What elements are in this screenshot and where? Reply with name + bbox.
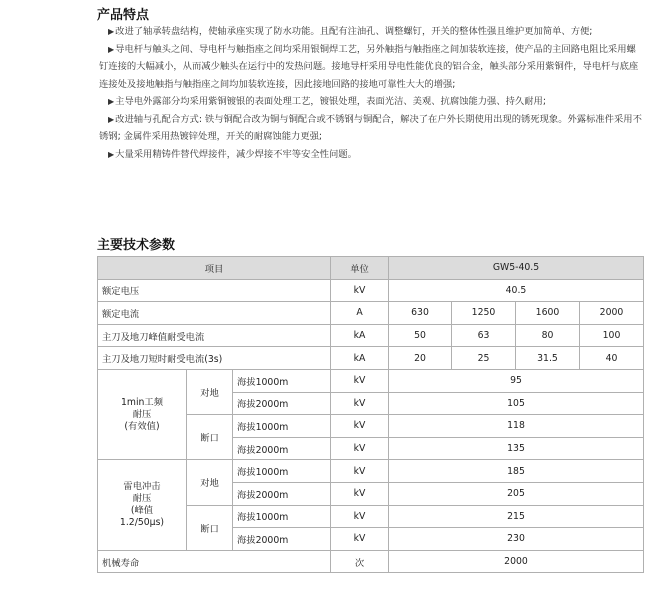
row-unit: kA (331, 324, 389, 347)
header-model: GW5-40.5 (389, 257, 644, 280)
row-unit: kV (331, 437, 389, 460)
row-label: 机械寿命 (98, 550, 331, 573)
bullet-icon: ▶ (108, 44, 115, 54)
altitude-label: 海拔1000m (233, 415, 331, 438)
row-value: 100 (580, 324, 644, 347)
row-label: 额定电压 (98, 279, 331, 302)
across-label: 断口 (187, 505, 233, 550)
row-value: 40 (580, 347, 644, 370)
row-value: 185 (389, 460, 644, 483)
altitude-label: 海拔2000m (233, 437, 331, 460)
spec-table (97, 256, 644, 573)
lightning-label: 雷电冲击 耐压 (峰值 1.2/50μs) (98, 460, 187, 550)
row-unit: kV (331, 415, 389, 438)
features-list (99, 23, 645, 163)
row-unit: 次 (331, 550, 389, 573)
row-value: 118 (389, 415, 644, 438)
bullet-icon: ▶ (108, 97, 115, 106)
row-label: 主刀及地刀峰值耐受电流 (98, 324, 331, 347)
row-value: 95 (389, 369, 644, 392)
table-row (98, 460, 644, 483)
features-title: 产品特点 (97, 8, 150, 23)
table-row (98, 550, 644, 573)
header-item: 项目 (98, 257, 331, 280)
row-value: 1600 (516, 302, 580, 325)
altitude-label: 海拔2000m (233, 528, 331, 551)
power-freq-label: 1min工频 耐压 (有效值) (98, 369, 187, 459)
row-value: 630 (389, 302, 452, 325)
feature-item: ▶主导电外露部分均采用紫铜镀银的表面处理工艺，镀银处理，表面光洁、美观、抗腐蚀能力强、持久耐用; (108, 96, 546, 107)
row-value: 63 (452, 324, 516, 347)
altitude-label: 海拔1000m (233, 369, 331, 392)
row-value: 31.5 (516, 347, 580, 370)
bullet-icon: ▶ (108, 149, 115, 159)
row-unit: kV (331, 505, 389, 528)
row-label: 额定电流 (98, 302, 331, 325)
header-unit: 单位 (331, 257, 389, 280)
table-row (98, 324, 644, 347)
table-row (98, 279, 644, 302)
feature-item: ▶改进了轴承转盘结构，使轴承座实现了防水功能。且配有注油孔、调整螺钉，开关的整体性强且维护更加简单、方便; (108, 26, 593, 37)
bullet-icon: ▶ (108, 27, 115, 36)
row-unit: kV (331, 528, 389, 551)
row-value: 105 (389, 392, 644, 415)
row-unit: kV (331, 279, 389, 302)
row-value: 2000 (389, 550, 644, 573)
table-header-row (98, 257, 644, 280)
feature-item: ▶改进轴与孔配合方式: 铁与铜配合改为铜与铜配合或不锈钢与铜配合，解决了在户外长期使用出现的锈死现象。外露标准件采用不锈钢; 金属件采用热镀锌处理，开关的耐腐蚀能力更强; (99, 113, 642, 142)
row-value: 135 (389, 437, 644, 460)
row-unit: kV (331, 392, 389, 415)
row-unit: kV (331, 369, 389, 392)
row-value: 20 (389, 347, 452, 370)
table-row (98, 369, 644, 392)
row-value: 1250 (452, 302, 516, 325)
bullet-icon: ▶ (108, 114, 115, 124)
to-ground-label: 对地 (187, 369, 233, 414)
row-value: 40.5 (389, 279, 644, 302)
row-value: 215 (389, 505, 644, 528)
row-value: 2000 (580, 302, 644, 325)
feature-item: ▶大量采用精铸件替代焊接件，减少焊接不牢等安全性问题。 (108, 148, 357, 160)
altitude-label: 海拔1000m (233, 505, 331, 528)
row-unit: A (331, 302, 389, 325)
table-row (98, 347, 644, 370)
across-label: 断口 (187, 415, 233, 460)
specs-title: 主要技术参数 (97, 238, 176, 253)
feature-item: ▶导电杆与触头之间、导电杆与触指座之间均采用银铜焊工艺，另外触指与触指座之间加装软连接，使产品的主回路电阻比采用螺钉连接的大幅减小，从而减少触头在运行中的发热问题。接地导杆采用导电性能优良的铝合金，触头部分采用紫铜件，导电杆与底座连接处及接地触指与触指座之间均加装软连接，因此接地回路的接地可靠性大大的增强; (99, 43, 639, 90)
row-value: 230 (389, 528, 644, 551)
table-row (98, 302, 644, 325)
row-unit: kV (331, 460, 389, 483)
to-ground-label: 对地 (187, 460, 233, 505)
row-unit: kV (331, 482, 389, 505)
row-value: 80 (516, 324, 580, 347)
altitude-label: 海拔2000m (233, 482, 331, 505)
row-value: 50 (389, 324, 452, 347)
row-value: 25 (452, 347, 516, 370)
row-label: 主刀及地刀短时耐受电流(3s) (98, 347, 331, 370)
row-value: 205 (389, 482, 644, 505)
altitude-label: 海拔2000m (233, 392, 331, 415)
altitude-label: 海拔1000m (233, 460, 331, 483)
row-unit: kA (331, 347, 389, 370)
